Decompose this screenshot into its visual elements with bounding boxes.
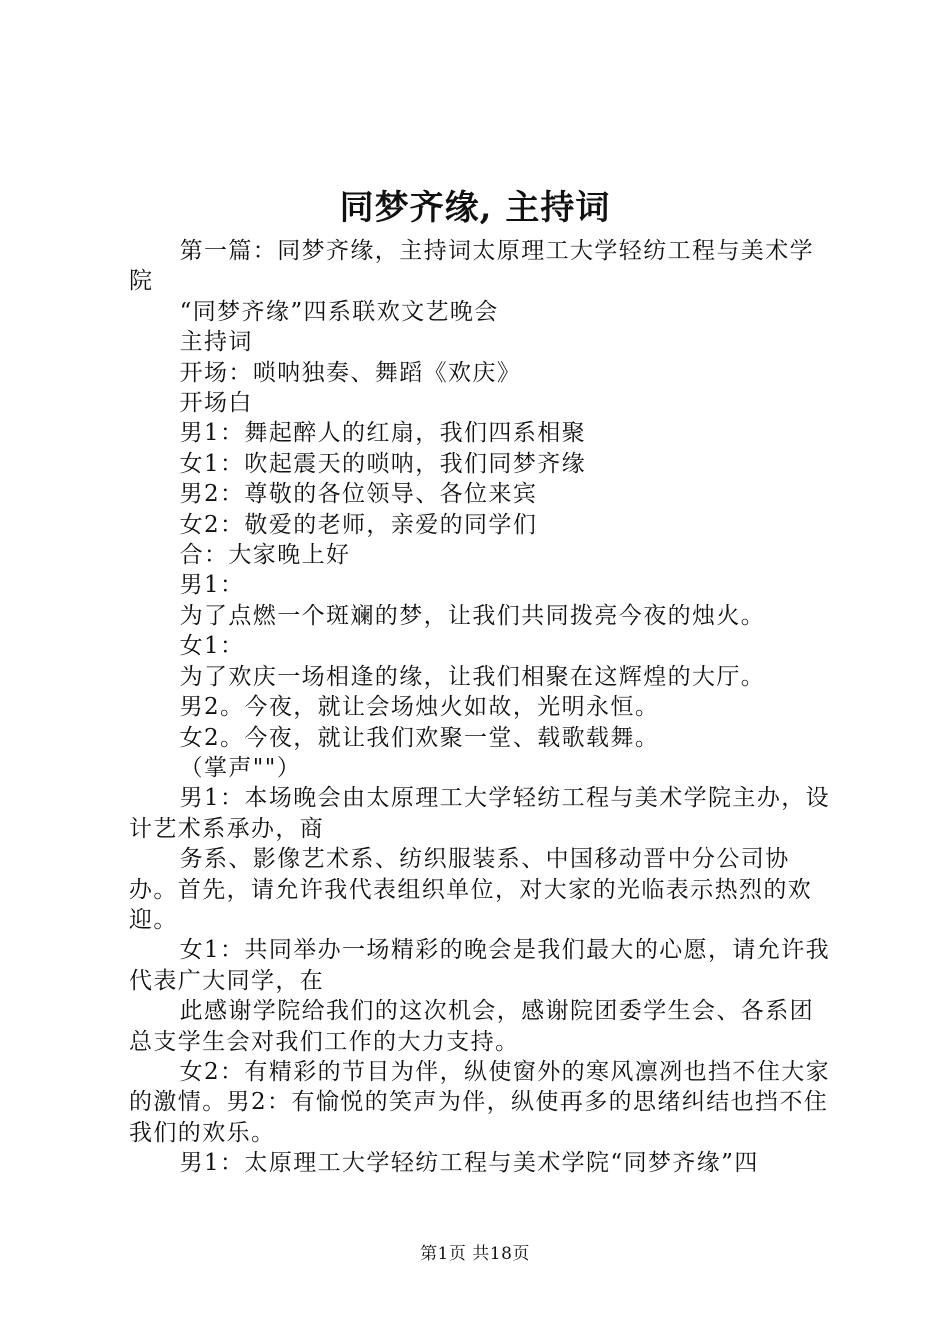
paragraph: 男1：太原理工大学轻纺工程与美术学院“同梦齐缘”四	[179, 1150, 759, 1177]
paragraph: 男2：尊敬的各位领导、各位来宾	[179, 481, 538, 508]
paragraph: 此感谢学院给我们的这次机会，感谢院团委学生会、各系团总支学生会对我们工作的大力支持。	[129, 998, 814, 1055]
document-title: 同梦齐缘, 主持词	[339, 188, 611, 228]
paragraph: 女2。今夜，就让我们欢聚一堂、载歌载舞。	[179, 724, 660, 751]
paragraph: （掌声""）	[179, 754, 302, 781]
document-body	[129, 236, 835, 1179]
paragraph: 男1：舞起醉人的红扇，我们四系相聚	[179, 420, 587, 447]
paragraph: 男2。今夜，就让会场烛火如故，光明永恒。	[179, 694, 660, 721]
paragraph: 男1：	[179, 572, 245, 599]
paragraph: 女2：有精彩的节目为伴，纵使窗外的寒风凛冽也挡不住大家的激情。男2：有愉悦的笑声为伴，纵使再多的思绪纠结也挡不住我们的欢乐。	[129, 1058, 831, 1146]
paragraph: 开场白	[179, 390, 253, 417]
paragraph: 主持词	[179, 329, 253, 356]
paragraph: 女2：敬爱的老师，亲爱的同学们	[179, 511, 538, 538]
paragraph: 务系、影像艺术系、纺织服装系、中国移动晋中分公司协办。首先，请允许我代表组织单位，对大家的光临表示热烈的欢迎。	[129, 846, 813, 933]
paragraph: 女1：	[179, 633, 245, 660]
paragraph: “同梦齐缘”四系联欢文艺晚会	[179, 298, 499, 325]
paragraph: 开场：唢呐独奏、舞蹈《欢庆》	[179, 359, 522, 386]
page-number-footer: 第1页 共18页	[420, 1244, 530, 1264]
paragraph: 男1：本场晚会由太原理工大学轻纺工程与美术学院主办，设计艺术系承办，商	[129, 785, 831, 842]
paragraph: 女1：共同举办一场精彩的晚会是我们最大的心愿，请允许我代表广大同学，在	[129, 937, 831, 994]
paragraph: 为了欢庆一场相逢的缘，让我们相聚在这辉煌的大厅。	[179, 663, 766, 690]
paragraph: 为了点燃一个斑斓的梦，让我们共同拨亮今夜的烛火。	[179, 602, 766, 629]
paragraph: 女1：吹起震天的唢呐，我们同梦齐缘	[179, 450, 587, 477]
paragraph: 第一篇：同梦齐缘，主持词太原理工大学轻纺工程与美术学院	[129, 238, 814, 295]
paragraph: 合：大家晚上好	[179, 542, 351, 569]
